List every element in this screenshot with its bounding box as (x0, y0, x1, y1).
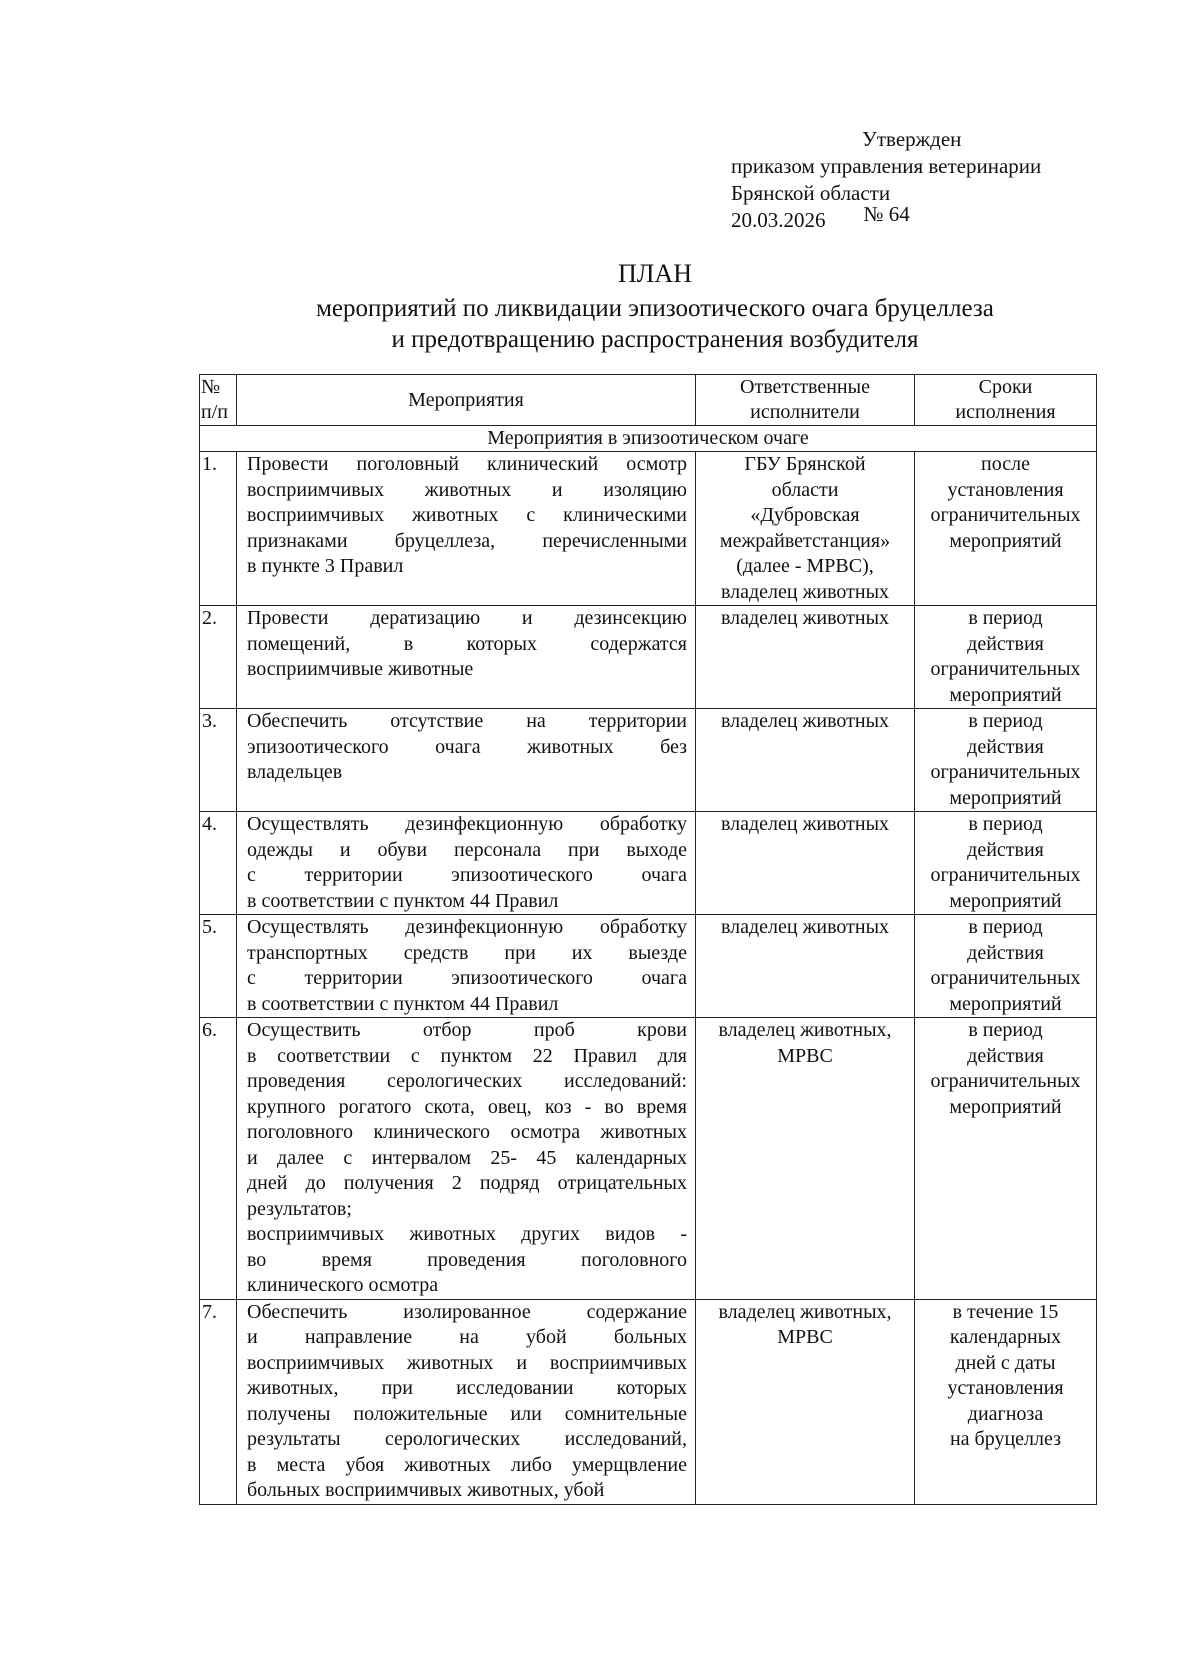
row-deadline (915, 1018, 1097, 1300)
deadline-line: в течение 15 (952, 1300, 1059, 1323)
deadline-line: ограничительных (930, 967, 1081, 989)
row-activity (237, 1018, 696, 1300)
approval-date: 20.03.2026 (731, 208, 826, 232)
deadline-line: после (981, 453, 1030, 475)
deadline-line: мероприятий (949, 992, 1062, 1015)
row-deadline (915, 1299, 1097, 1504)
activity-line: результатов; (247, 1197, 352, 1220)
responsible-line: ГБУ Брянской (744, 453, 866, 475)
header-number: № п/п (200, 375, 237, 426)
deadline-line: диагноза (967, 1402, 1044, 1425)
responsible-line: владелец животных (720, 916, 890, 938)
approval-region: Брянской области (731, 181, 891, 205)
approval-order: приказом управления ветеринарии (731, 154, 1042, 178)
table-row (200, 915, 1097, 1018)
activity-line: с территории эпизоотического очага (247, 864, 687, 886)
deadline-line: мероприятий (949, 889, 1062, 912)
row-number: 3. (200, 709, 237, 812)
responsible-line: владелец животных, (718, 1019, 892, 1041)
header-responsible: Ответственные исполнители (696, 375, 915, 426)
deadline-line: действия (967, 941, 1044, 964)
row-deadline (915, 915, 1097, 1018)
deadline-line: ограничительных (930, 1070, 1081, 1092)
activity-line: получены положительные или сомнительные (247, 1402, 687, 1425)
deadline-line: мероприятий (949, 683, 1062, 706)
row-deadline (915, 452, 1097, 606)
responsible-line: владелец животных (720, 813, 890, 835)
activity-line: с территории эпизоотического очага (247, 967, 687, 989)
table-row (200, 1018, 1097, 1300)
row-deadline (915, 709, 1097, 812)
row-activity (237, 812, 696, 915)
activity-line: животных, при исследовании которых (247, 1377, 687, 1399)
activity-line: Обеспечить изолированное содержание (247, 1300, 687, 1323)
table-row (200, 606, 1097, 709)
activity-line: владельцев (247, 761, 343, 783)
responsible-line: владелец животных (720, 710, 890, 732)
activity-line: больных восприимчивых животных, убой (247, 1479, 605, 1501)
row-activity (237, 452, 696, 606)
row-responsible (696, 915, 915, 1018)
deadline-line: в период (968, 813, 1043, 835)
activity-line: клинического осмотра (247, 1274, 439, 1296)
deadline-line: в период (968, 710, 1043, 732)
activity-line: в соответствии с пунктом 22 Правил для (247, 1044, 687, 1067)
row-number: 5. (200, 915, 237, 1018)
row-deadline (915, 606, 1097, 709)
responsible-line: владелец животных (720, 607, 890, 629)
title-main: ПЛАН (618, 259, 692, 288)
responsible-line: (далее - МРВС), (736, 555, 874, 577)
row-number: 2. (200, 606, 237, 709)
title-line-2: мероприятий по ликвидации эпизоотического очага бруцеллеза (316, 295, 994, 322)
table-row (200, 452, 1097, 606)
approval-number: № 64 (863, 202, 910, 226)
activity-line: восприимчивых животных других видов - (247, 1223, 687, 1245)
deadline-line: действия (967, 838, 1044, 861)
deadline-line: ограничительных (930, 864, 1081, 886)
row-number: 1. (200, 452, 237, 606)
activity-line: поголовного клинического осмотра животных (247, 1121, 687, 1143)
activity-line: Осуществить отбор проб крови (247, 1019, 687, 1041)
deadline-line: установления (947, 478, 1064, 501)
deadline-line: ограничительных (930, 504, 1081, 526)
activity-line: и направление на убой больных (247, 1326, 687, 1348)
activity-line: проведения серологических исследований: (247, 1070, 687, 1092)
deadline-line: действия (967, 632, 1044, 655)
activity-line: в пункте 3 Правил (247, 555, 404, 577)
approval-block (731, 126, 1041, 234)
responsible-line: владелец животных, (718, 1300, 892, 1323)
table-row (200, 812, 1097, 915)
activity-line: помещений, в которых содержатся (247, 632, 687, 655)
row-number: 7. (200, 1299, 237, 1504)
row-responsible (696, 709, 915, 812)
row-number: 6. (200, 1018, 237, 1300)
deadline-line: в период (968, 916, 1043, 938)
activity-line: Осуществлять дезинфекционную обработку (247, 813, 687, 835)
activity-line: признаками бруцеллеза, перечисленными (247, 529, 687, 552)
deadline-line: действия (967, 1044, 1044, 1067)
activity-line: в места убоя животных либо умерщвление (247, 1453, 687, 1476)
activity-line: восприимчивых животных и изоляцию (247, 478, 687, 501)
activity-line: результаты серологических исследований, (247, 1428, 687, 1450)
deadline-line: установления (947, 1377, 1064, 1399)
approval-heading: Утвержден (862, 127, 962, 151)
document-title (0, 258, 1200, 355)
activity-line: восприимчивых животных и восприимчивых (247, 1351, 687, 1374)
deadline-line: календарных (949, 1326, 1062, 1348)
section-row (200, 426, 1097, 452)
table-row (200, 709, 1097, 812)
header-activity: Мероприятия (237, 375, 696, 426)
deadline-line: ограничительных (930, 658, 1081, 680)
deadline-line: мероприятий (949, 1095, 1062, 1118)
activity-line: восприимчивые животные (247, 658, 474, 680)
header-deadline: Сроки исполнения (915, 375, 1097, 426)
activity-line: в соответствии с пунктом 44 Правил (247, 992, 559, 1015)
responsible-line: межрайветстанция» (719, 529, 891, 552)
section-title: Мероприятия в эпизоотическом очаге (200, 426, 1097, 452)
row-responsible (696, 812, 915, 915)
activity-line: дней до получения 2 подряд отрицательных (247, 1172, 687, 1194)
responsible-line: МРВС (777, 1044, 833, 1067)
plan-table (199, 374, 1097, 1505)
responsible-line: МРВС (777, 1326, 833, 1348)
activity-line: во время проведения поголовного (247, 1248, 687, 1271)
row-responsible (696, 1018, 915, 1300)
row-activity (237, 1299, 696, 1504)
activity-line: транспортных средств при их выезде (247, 941, 687, 964)
table-header-row (200, 375, 1097, 426)
deadline-line: на бруцеллез (949, 1428, 1062, 1450)
activity-line: эпизоотического очага животных без (247, 735, 687, 758)
activity-line: Провести дератизацию и дезинсекцию (247, 607, 687, 629)
responsible-line: области (771, 478, 839, 501)
deadline-line: ограничительных (930, 761, 1081, 783)
row-number: 4. (200, 812, 237, 915)
responsible-line: владелец животных (720, 580, 890, 603)
activity-line: восприимчивых животных с клиническими (247, 504, 687, 526)
title-line-3: и предотвращению распространения возбудителя (391, 326, 919, 353)
row-activity (237, 915, 696, 1018)
activity-line: и далее с интервалом 25- 45 календарных (247, 1146, 687, 1169)
activity-line: Провести поголовный клинический осмотр (247, 453, 687, 475)
row-responsible (696, 606, 915, 709)
deadline-line: действия (967, 735, 1044, 758)
deadline-line: дней с даты (955, 1351, 1056, 1374)
deadline-line: мероприятий (949, 786, 1062, 809)
activity-line: Осуществлять дезинфекционную обработку (247, 916, 687, 938)
deadline-line: в период (968, 607, 1043, 629)
row-activity (237, 709, 696, 812)
activity-line: Обеспечить отсутствие на территории (247, 710, 687, 732)
deadline-line: мероприятий (949, 529, 1062, 552)
row-responsible (696, 1299, 915, 1504)
responsible-line: «Дубровская (750, 504, 860, 526)
approval-date-row (731, 202, 1041, 234)
row-responsible (696, 452, 915, 606)
activity-line: одежды и обуви персонала при выходе (247, 838, 687, 861)
row-deadline (915, 812, 1097, 915)
deadline-line: в период (968, 1019, 1043, 1041)
activity-line: крупного рогатого скота, овец, коз - во время (247, 1095, 687, 1118)
table-row (200, 1299, 1097, 1504)
row-activity (237, 606, 696, 709)
activity-line: в соответствии с пунктом 44 Правил (247, 889, 559, 912)
